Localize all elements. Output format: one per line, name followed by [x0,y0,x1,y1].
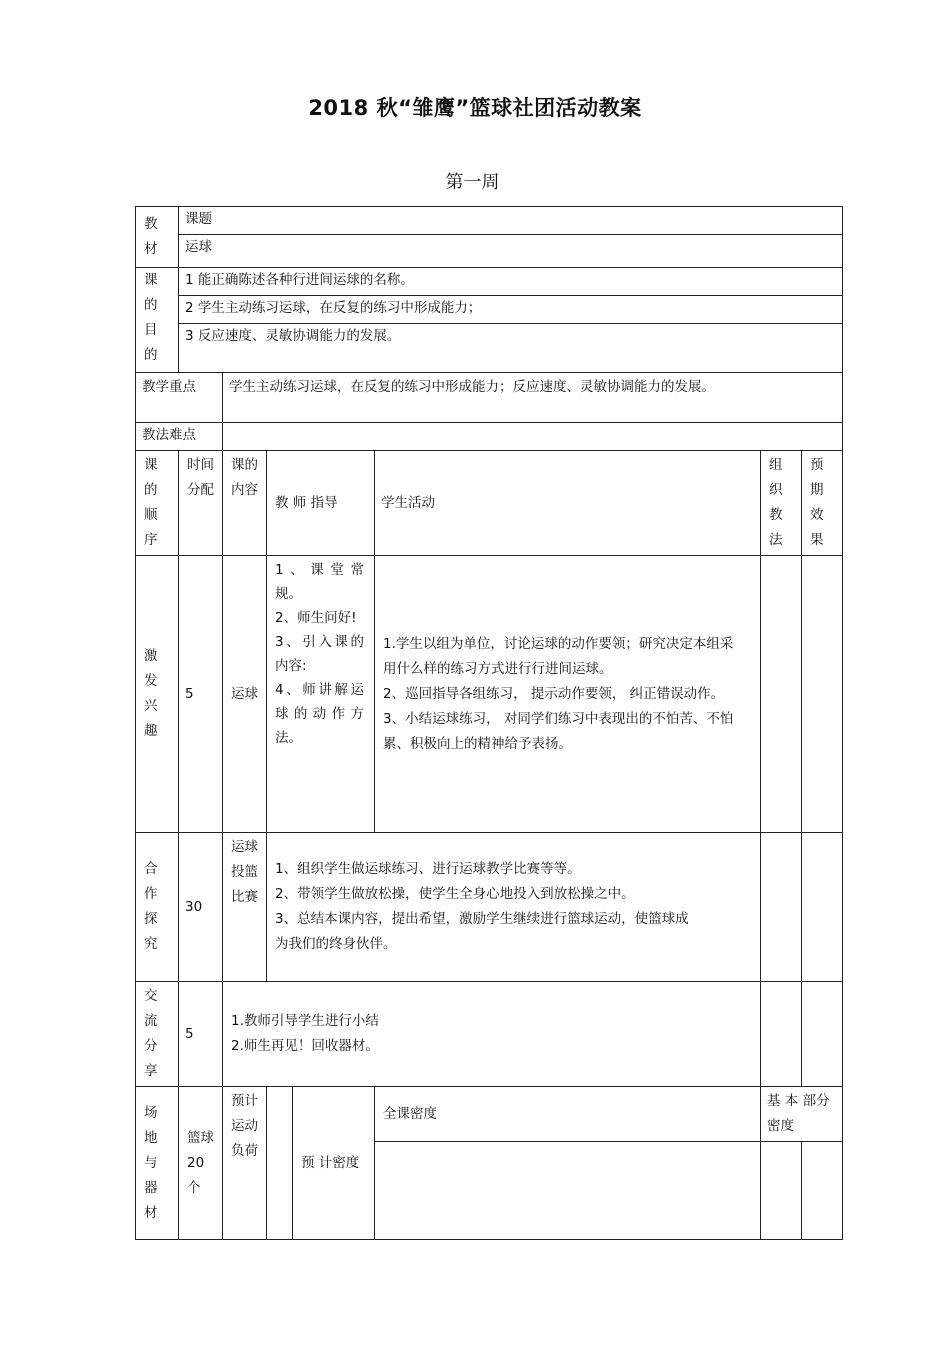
section-3-effect [802,982,843,1087]
col-teacher: 教 师 指导 [267,451,375,556]
document-title: 2018 秋“雏鹰”篮球社团活动教案 [308,96,642,120]
keti-value: 运球 [179,235,843,268]
col-student: 学生活动 [375,451,761,556]
section-2-org [761,833,802,982]
col-org: 组织教法 [761,451,802,556]
equipment-value: 篮球20个 [179,1087,223,1240]
section-2-time: 30 [179,833,223,982]
mudi-label: 课的目的 [136,268,179,373]
week-heading: 第一周 [445,172,500,193]
venue-label: 场地与器材 [136,1087,179,1240]
activity-line-2: 2、带领学生做放松操，使学生全身心地投入到放松操之中。 [275,886,635,902]
section-2-content: 运球投篮比赛 [223,833,267,982]
jiaocai-label: 教材 [136,207,179,268]
section-1-effect [802,556,843,833]
teacher-step-1: 1、课堂常规。 [275,562,364,602]
section-2-name: 合作探究 [136,833,179,982]
lesson-plan-table [135,206,843,1240]
section-2-activity [267,833,761,982]
full-density-label: 全课密度 [375,1087,761,1142]
section-1-name: 激发兴趣 [136,556,179,833]
section-3-name: 交流分享 [136,982,179,1087]
part-density-value-right [802,1142,843,1240]
section-3-time: 5 [179,982,223,1087]
section-1-content: 运球 [223,556,267,833]
section-2-effect [802,833,843,982]
part-density-label: 基 本 部分密度 [761,1087,843,1142]
section-1-teacher [267,556,375,833]
goal-1: 1 能正确陈述各种行进间运球的名称。 [179,268,843,296]
student-activity-3: 3、小结运球练习， 对同学们练习中表现出的不怕苦、不怕累、积极向上的精神给予表扬。 [383,710,734,752]
summary-line-2: 2.师生再见！回收器材。 [231,1038,379,1054]
summary-line-1: 1.教师引导学生进行小结 [231,1013,379,1029]
goal-3: 3 反应速度、灵敏协调能力的发展。 [179,324,843,373]
teacher-step-4: 4、师讲解运球的动作方法。 [275,682,364,746]
section-1-org [761,556,802,833]
activity-line-3: 3、总结本课内容，提出希望，激励学生继续进行篮球运动，使篮球成为我们的终身伙伴。 [275,911,689,952]
section-3-org [761,982,802,1087]
col-order: 课的顺序 [136,451,179,556]
activity-line-1: 1、组织学生做运球练习、进行运球教学比赛等等。 [275,861,581,877]
nandian-value [223,423,843,451]
section-1-student [375,556,761,833]
col-effect: 预期效果 [802,451,843,556]
goal-2: 2 学生主动练习运球，在反复的练习中形成能力； [179,296,843,324]
student-activity-1: 1.学生以组为单位，讨论运球的动作要领；研究决定本组采用什么样的练习方式进行行进间运球。 [383,635,734,677]
col-time: 时间分配 [179,451,223,556]
zhongdian-value: 学生主动练习运球，在反复的练习中形成能力；反应速度、灵敏协调能力的发展。 [223,373,843,423]
zhongdian-label: 教学重点 [136,373,223,423]
nandian-label: 教法难点 [136,423,223,451]
load-label: 预计运动负荷 [223,1087,267,1240]
load-value [267,1087,293,1240]
full-density-value [375,1142,761,1240]
teacher-step-2: 2、师生问好! [275,610,357,626]
keti-label: 课题 [179,207,843,235]
density-label: 预 计密度 [293,1087,375,1240]
teacher-step-3: 3、引入课的内容: [275,634,364,674]
col-content: 课的内容 [223,451,267,556]
section-1-time: 5 [179,556,223,833]
part-density-value-left [761,1142,802,1240]
student-activity-2: 2、巡回指导各组练习， 提示动作要领， 纠正错误动作。 [383,685,725,702]
section-3-activity [223,982,761,1087]
